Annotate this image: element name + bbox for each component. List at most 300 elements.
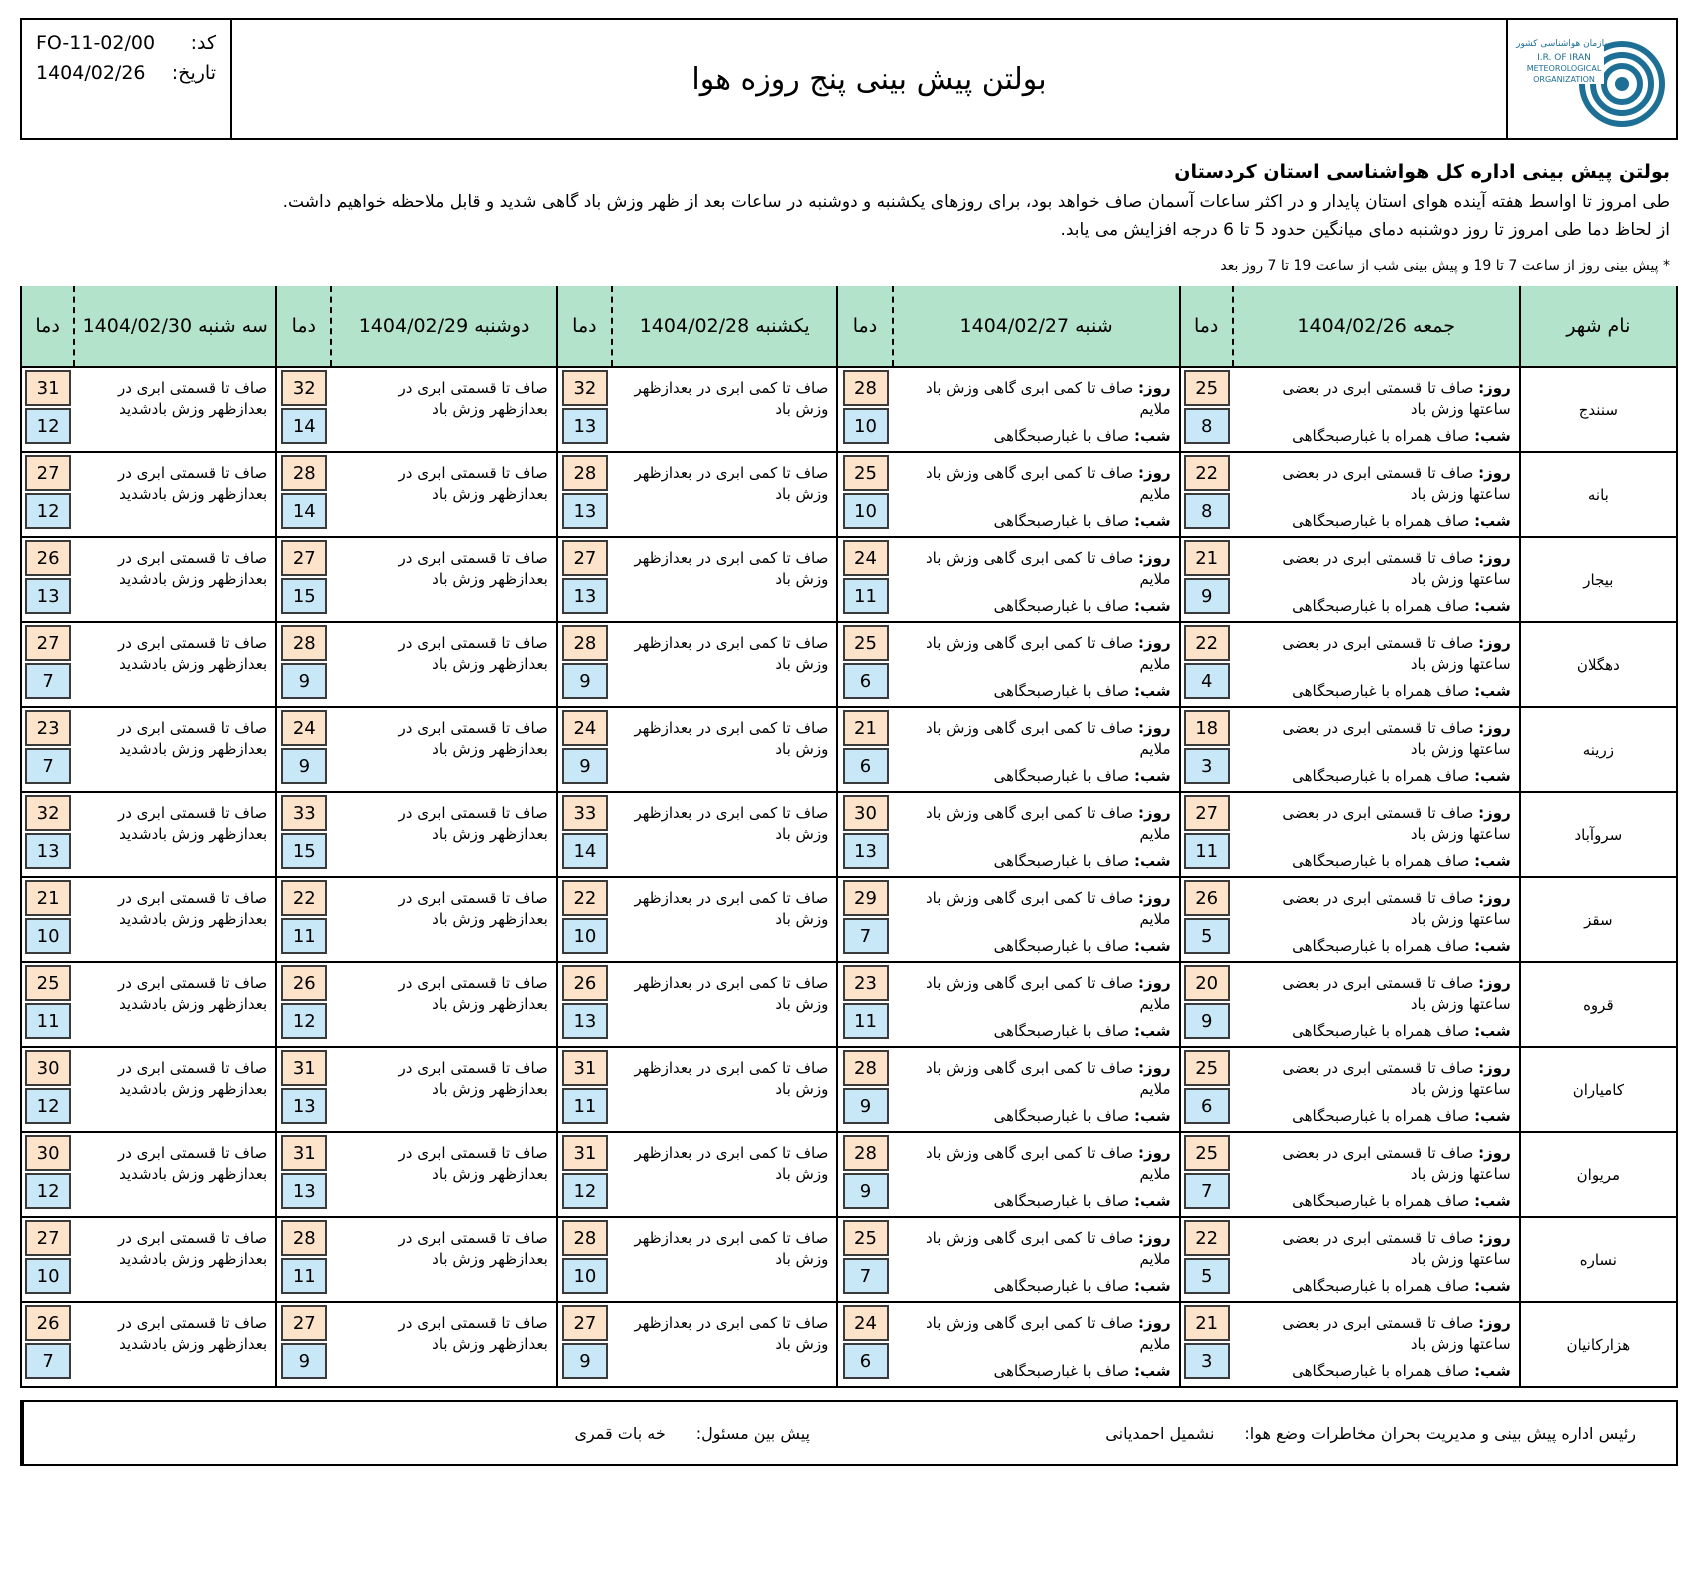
night-label: شب: [1474, 597, 1511, 615]
min-temp: 12 [25, 493, 71, 529]
night-label: شب: [1133, 682, 1171, 700]
day-text: صاف تا قسمتی ابری در بعضی ساعتها وزش باد [1282, 889, 1511, 928]
temp-cell [557, 537, 612, 622]
table-row [21, 1302, 1677, 1387]
night-text: صاف همراه با غبارصبحگاهی [1292, 1192, 1470, 1210]
temp-cell [276, 1132, 331, 1217]
table-row [21, 1047, 1677, 1132]
min-temp: 13 [25, 578, 71, 614]
temp-cell [276, 792, 331, 877]
max-temp: 27 [281, 1305, 327, 1341]
temp-cell [1180, 622, 1233, 707]
forecast-text: صاف تا کمی ابری در بعدازظهر وزش باد [634, 634, 829, 673]
forecast-text: صاف تا کمی ابری در بعدازظهر وزش باد [634, 889, 829, 928]
night-label: شب: [1474, 767, 1511, 785]
forecast-text: صاف تا قسمتی ابری در بعدازظهر وزش باد [398, 379, 548, 418]
max-temp: 28 [562, 455, 608, 491]
min-temp: 9 [281, 1343, 327, 1379]
night-text: صاف با غبارصبحگاهی [993, 767, 1130, 785]
temp-cell [837, 877, 892, 962]
temp-cell [1180, 452, 1233, 537]
forecast-desc-day-3 [612, 707, 837, 792]
day-forecast [901, 463, 1171, 505]
forecast-text: صاف تا کمی ابری در بعدازظهر وزش باد [634, 974, 829, 1013]
bulletin-page [20, 18, 1678, 1466]
code-value: FO-11-02/00 [36, 32, 156, 54]
max-temp: 23 [25, 710, 71, 746]
max-temp: 28 [843, 370, 889, 406]
day-label: روز: [1478, 889, 1511, 907]
city-name: کامیاران [1520, 1047, 1677, 1132]
day-forecast [1241, 1313, 1511, 1355]
temp-cell [557, 877, 612, 962]
min-temp: 13 [843, 833, 889, 869]
min-temp: 6 [843, 663, 889, 699]
min-temp: 13 [281, 1173, 327, 1209]
temp-cell [837, 1217, 892, 1302]
forecast-desc-day-3 [612, 877, 837, 962]
day-forecast [901, 1058, 1171, 1100]
max-temp: 27 [562, 1305, 608, 1341]
bulletin-title: بولتن پیش بینی پنج روزه هوا [691, 61, 1047, 97]
max-temp: 21 [25, 880, 71, 916]
temp-cell [1180, 792, 1233, 877]
temp-cell [837, 367, 892, 452]
min-temp: 11 [281, 1258, 327, 1294]
forecast-text: صاف تا قسمتی ابری در بعدازظهر وزش بادشدید [117, 1229, 268, 1268]
forecast-desc-day-5 [74, 962, 276, 1047]
city-name: دهگلان [1520, 622, 1677, 707]
max-temp: 25 [843, 455, 889, 491]
day-label: روز: [1478, 1059, 1511, 1077]
table-row [21, 877, 1677, 962]
forecast-text: صاف تا کمی ابری در بعدازظهر وزش باد [634, 549, 829, 588]
night-text: صاف همراه با غبارصبحگاهی [1292, 1277, 1470, 1295]
max-temp: 30 [843, 795, 889, 831]
temp-cell [276, 877, 331, 962]
forecast-text: صاف تا قسمتی ابری در بعدازظهر وزش بادشدید [117, 974, 268, 1013]
night-forecast [1241, 766, 1511, 787]
day-forecast [1241, 463, 1511, 505]
day-text: صاف تا کمی ابری گاهی وزش باد ملایم [925, 804, 1171, 843]
max-temp: 28 [281, 1220, 327, 1256]
forecast-desc-day-1 [1233, 1217, 1520, 1302]
max-temp: 28 [281, 625, 327, 661]
head-label: رئیس اداره پیش بینی و مدیریت بحران مخاطرات وضع هوا: [1244, 1423, 1636, 1443]
temp-cell [557, 452, 612, 537]
day-label: روز: [1138, 804, 1171, 822]
temp-cell [557, 792, 612, 877]
max-temp: 32 [25, 795, 71, 831]
temp-cell [1180, 707, 1233, 792]
forecast-desc-day-2 [893, 877, 1180, 962]
temp-cell [557, 707, 612, 792]
temp-cell [557, 962, 612, 1047]
min-temp: 11 [843, 1003, 889, 1039]
day-text: صاف تا کمی ابری گاهی وزش باد ملایم [925, 1059, 1171, 1098]
temp-cell [557, 1132, 612, 1217]
table-row [21, 452, 1677, 537]
forecast-desc-day-4 [331, 1132, 556, 1217]
forecast-desc-day-3 [612, 1132, 837, 1217]
day-text: صاف تا کمی ابری گاهی وزش باد ملایم [925, 889, 1171, 928]
max-temp: 24 [281, 710, 327, 746]
day-text: صاف تا قسمتی ابری در بعضی ساعتها وزش باد [1282, 379, 1511, 418]
night-forecast [901, 1106, 1171, 1127]
night-text: صاف همراه با غبارصبحگاهی [1292, 597, 1470, 615]
night-forecast [901, 936, 1171, 957]
night-text: صاف همراه با غبارصبحگاهی [1292, 1022, 1470, 1040]
forecast-text: صاف تا کمی ابری در بعدازظهر وزش باد [634, 1314, 829, 1353]
night-label: شب: [1133, 597, 1171, 615]
night-text: صاف با غبارصبحگاهی [993, 1192, 1130, 1210]
city-name: سقز [1520, 877, 1677, 962]
temp-cell [276, 1217, 331, 1302]
day-text: صاف تا قسمتی ابری در بعضی ساعتها وزش باد [1282, 719, 1511, 758]
min-temp: 5 [1184, 918, 1230, 954]
temp-cell [21, 962, 74, 1047]
max-temp: 22 [562, 880, 608, 916]
day-forecast [1241, 1143, 1511, 1185]
imo-logo-icon [1508, 20, 1668, 138]
forecast-text: صاف تا قسمتی ابری در بعدازظهر وزش باد [398, 1229, 548, 1268]
day-forecast [1241, 973, 1511, 1015]
city-name: مریوان [1520, 1132, 1677, 1217]
table-header-row [21, 286, 1677, 367]
day-text: صاف تا قسمتی ابری در بعضی ساعتها وزش باد [1282, 1144, 1511, 1183]
forecast-text: صاف تا کمی ابری در بعدازظهر وزش باد [634, 379, 829, 418]
night-text: صاف همراه با غبارصبحگاهی [1292, 852, 1470, 870]
day-text: صاف تا کمی ابری گاهی وزش باد ملایم [925, 1229, 1171, 1268]
night-label: شب: [1133, 767, 1171, 785]
day-text: صاف تا کمی ابری گاهی وزش باد ملایم [925, 974, 1171, 1013]
min-temp: 12 [25, 1088, 71, 1124]
temp-cell [276, 452, 331, 537]
max-temp: 23 [843, 965, 889, 1001]
temp-cell [21, 537, 74, 622]
max-temp: 31 [562, 1135, 608, 1171]
min-temp: 11 [843, 578, 889, 614]
day-forecast [901, 548, 1171, 590]
forecast-desc-day-4 [331, 792, 556, 877]
forecast-desc-day-4 [331, 1217, 556, 1302]
min-temp: 9 [1184, 578, 1230, 614]
forecast-desc-day-5 [74, 452, 276, 537]
forecaster-name: خه بات قمری [574, 1423, 666, 1443]
city-name: بانه [1520, 452, 1677, 537]
forecast-text: صاف تا قسمتی ابری در بعدازظهر وزش باد [398, 804, 548, 843]
forecast-text: صاف تا قسمتی ابری در بعدازظهر وزش بادشدید [117, 464, 268, 503]
code-date-box [22, 20, 232, 138]
forecast-desc-day-1 [1233, 792, 1520, 877]
day-forecast [901, 1228, 1171, 1270]
forecast-text: صاف تا قسمتی ابری در بعدازظهر وزش بادشدید [117, 804, 268, 843]
day-header-4: دوشنبه 1404/02/29 [331, 286, 556, 367]
temp-cell [21, 877, 74, 962]
forecast-text: صاف تا کمی ابری در بعدازظهر وزش باد [634, 719, 829, 758]
forecast-text: صاف تا قسمتی ابری در بعدازظهر وزش باد [398, 1059, 548, 1098]
day-text: صاف تا کمی ابری گاهی وزش باد ملایم [925, 379, 1171, 418]
max-temp: 24 [843, 540, 889, 576]
day-forecast [901, 888, 1171, 930]
max-temp: 22 [281, 880, 327, 916]
temp-cell [276, 537, 331, 622]
min-temp: 7 [25, 663, 71, 699]
night-label: شب: [1133, 1277, 1171, 1295]
max-temp: 28 [281, 455, 327, 491]
forecast-desc-day-3 [612, 622, 837, 707]
night-label: شب: [1133, 852, 1171, 870]
min-temp: 6 [843, 748, 889, 784]
forecast-desc-day-2 [893, 452, 1180, 537]
day-label: روز: [1138, 379, 1171, 397]
min-temp: 12 [562, 1173, 608, 1209]
day-label: روز: [1478, 1144, 1511, 1162]
city-name: هزارکانیان [1520, 1302, 1677, 1387]
forecast-desc-day-1 [1233, 452, 1520, 537]
forecast-desc-day-3 [612, 792, 837, 877]
max-temp: 28 [843, 1135, 889, 1171]
forecast-desc-day-2 [893, 1217, 1180, 1302]
max-temp: 27 [1184, 795, 1230, 831]
forecast-text: صاف تا قسمتی ابری در بعدازظهر وزش باد [398, 719, 548, 758]
min-temp: 13 [562, 578, 608, 614]
max-temp: 28 [562, 625, 608, 661]
logo-text-en3: ORGANIZATION [1533, 75, 1595, 84]
night-text: صاف با غبارصبحگاهی [993, 937, 1130, 955]
temp-header: دما [557, 286, 612, 367]
min-temp: 13 [562, 408, 608, 444]
night-text: صاف با غبارصبحگاهی [993, 682, 1130, 700]
max-temp: 27 [25, 625, 71, 661]
night-label: شب: [1133, 512, 1171, 530]
max-temp: 25 [1184, 1135, 1230, 1171]
forecast-text: صاف تا کمی ابری در بعدازظهر وزش باد [634, 1144, 829, 1183]
min-temp: 10 [562, 918, 608, 954]
forecast-desc-day-3 [612, 537, 837, 622]
night-label: شب: [1474, 1022, 1511, 1040]
bulletin-header [20, 18, 1678, 140]
forecast-desc-day-4 [331, 537, 556, 622]
forecast-desc-day-4 [331, 622, 556, 707]
min-temp: 14 [562, 833, 608, 869]
night-text: صاف با غبارصبحگاهی [993, 512, 1130, 530]
night-label: شب: [1474, 937, 1511, 955]
min-temp: 14 [281, 408, 327, 444]
night-text: صاف با غبارصبحگاهی [993, 852, 1130, 870]
intro-paragraph-2: از لحاظ دما طی امروز تا روز دوشنبه دمای میانگین حدود 5 تا 6 درجه افزایش می یابد. [1060, 220, 1670, 240]
min-temp: 9 [281, 663, 327, 699]
forecast-desc-day-2 [893, 537, 1180, 622]
min-temp: 9 [562, 663, 608, 699]
max-temp: 24 [843, 1305, 889, 1341]
city-name: زرینه [1520, 707, 1677, 792]
temp-cell [21, 622, 74, 707]
forecast-desc-day-2 [893, 1132, 1180, 1217]
temp-cell [557, 1302, 612, 1387]
temp-cell [276, 622, 331, 707]
day-label: روز: [1138, 719, 1171, 737]
code-label: کد: [190, 32, 216, 54]
forecast-text: صاف تا قسمتی ابری در بعدازظهر وزش باد [398, 464, 548, 503]
temp-cell [837, 452, 892, 537]
min-temp: 15 [281, 833, 327, 869]
max-temp: 29 [843, 880, 889, 916]
night-forecast [901, 681, 1171, 702]
night-forecast [1241, 936, 1511, 957]
temp-header: دما [1180, 286, 1233, 367]
day-forecast [1241, 888, 1511, 930]
temp-header: دما [21, 286, 74, 367]
night-text: صاف همراه با غبارصبحگاهی [1292, 1107, 1470, 1125]
min-temp: 7 [1184, 1173, 1230, 1209]
day-text: صاف تا قسمتی ابری در بعضی ساعتها وزش باد [1282, 464, 1511, 503]
max-temp: 28 [843, 1050, 889, 1086]
day-forecast [901, 803, 1171, 845]
night-forecast [1241, 851, 1511, 872]
forecast-desc-day-1 [1233, 962, 1520, 1047]
day-header-1: جمعه 1404/02/26 [1233, 286, 1520, 367]
min-temp: 6 [843, 1343, 889, 1379]
forecast-desc-day-3 [612, 367, 837, 452]
imo-logo [1506, 20, 1676, 138]
night-text: صاف همراه با غبارصبحگاهی [1292, 1362, 1470, 1380]
night-text: صاف با غبارصبحگاهی [993, 1362, 1130, 1380]
forecast-text: صاف تا کمی ابری در بعدازظهر وزش باد [634, 1059, 829, 1098]
temp-cell [837, 537, 892, 622]
min-temp: 9 [843, 1088, 889, 1124]
max-temp: 27 [25, 1220, 71, 1256]
forecaster-label: پیش بین مسئول: [695, 1423, 810, 1443]
forecast-text: صاف تا قسمتی ابری در بعدازظهر وزش بادشدید [117, 1314, 268, 1353]
day-label: روز: [1478, 464, 1511, 482]
forecast-desc-day-1 [1233, 877, 1520, 962]
max-temp: 20 [1184, 965, 1230, 1001]
forecast-desc-day-1 [1233, 1047, 1520, 1132]
forecast-text: صاف تا قسمتی ابری در بعدازظهر وزش باد [398, 974, 548, 1013]
night-text: صاف همراه با غبارصبحگاهی [1292, 682, 1470, 700]
max-temp: 32 [281, 370, 327, 406]
night-forecast [901, 1361, 1171, 1382]
day-label: روز: [1138, 889, 1171, 907]
max-temp: 25 [1184, 1050, 1230, 1086]
forecast-desc-day-5 [74, 537, 276, 622]
min-temp: 13 [281, 1088, 327, 1124]
max-temp: 25 [25, 965, 71, 1001]
night-text: صاف با غبارصبحگاهی [993, 1022, 1130, 1040]
min-temp: 12 [25, 408, 71, 444]
day-forecast [901, 1313, 1171, 1355]
day-label: روز: [1138, 549, 1171, 567]
forecast-desc-day-3 [612, 1047, 837, 1132]
forecast-desc-day-5 [74, 367, 276, 452]
forecast-text: صاف تا کمی ابری در بعدازظهر وزش باد [634, 464, 829, 503]
forecast-desc-day-4 [331, 707, 556, 792]
temp-cell [557, 622, 612, 707]
day-forecast [1241, 1058, 1511, 1100]
forecast-desc-day-4 [331, 452, 556, 537]
forecast-text: صاف تا قسمتی ابری در بعدازظهر وزش بادشدید [117, 379, 268, 418]
max-temp: 31 [281, 1135, 327, 1171]
max-temp: 27 [25, 455, 71, 491]
night-label: شب: [1133, 1192, 1171, 1210]
temp-cell [837, 707, 892, 792]
table-row [21, 622, 1677, 707]
night-forecast [1241, 511, 1511, 532]
max-temp: 21 [1184, 540, 1230, 576]
night-label: شب: [1474, 852, 1511, 870]
max-temp: 30 [25, 1135, 71, 1171]
forecast-text: صاف تا قسمتی ابری در بعدازظهر وزش بادشدید [117, 719, 268, 758]
min-temp: 8 [1184, 408, 1230, 444]
table-row [21, 1217, 1677, 1302]
night-text: صاف با غبارصبحگاهی [993, 597, 1130, 615]
max-temp: 26 [281, 965, 327, 1001]
min-temp: 12 [281, 1003, 327, 1039]
day-label: روز: [1138, 1314, 1171, 1332]
day-label: روز: [1478, 974, 1511, 992]
temp-cell [1180, 1047, 1233, 1132]
night-label: شب: [1474, 1362, 1511, 1380]
min-temp: 10 [25, 1258, 71, 1294]
max-temp: 24 [562, 710, 608, 746]
max-temp: 25 [843, 1220, 889, 1256]
night-forecast [1241, 596, 1511, 617]
max-temp: 26 [25, 1305, 71, 1341]
table-row [21, 707, 1677, 792]
min-temp: 9 [843, 1173, 889, 1209]
forecast-text: صاف تا قسمتی ابری در بعدازظهر وزش بادشدید [117, 1144, 268, 1183]
forecast-desc-day-1 [1233, 1302, 1520, 1387]
max-temp: 28 [562, 1220, 608, 1256]
day-header-3: یکشنبه 1404/02/28 [612, 286, 837, 367]
night-label: شب: [1474, 1192, 1511, 1210]
day-label: روز: [1478, 1229, 1511, 1247]
min-temp: 15 [281, 578, 327, 614]
forecaster-cell [22, 1402, 850, 1464]
forecast-text: صاف تا قسمتی ابری در بعدازظهر وزش بادشدید [117, 889, 268, 928]
forecast-desc-day-1 [1233, 367, 1520, 452]
min-temp: 13 [562, 1003, 608, 1039]
day-header-5: سه شنبه 1404/02/30 [74, 286, 276, 367]
intro-section [20, 158, 1678, 244]
day-text: صاف تا قسمتی ابری در بعضی ساعتها وزش باد [1282, 634, 1511, 673]
min-temp: 14 [281, 493, 327, 529]
forecast-desc-day-2 [893, 962, 1180, 1047]
forecast-desc-day-5 [74, 1302, 276, 1387]
day-forecast [1241, 378, 1511, 420]
max-temp: 25 [843, 625, 889, 661]
max-temp: 21 [843, 710, 889, 746]
max-temp: 31 [281, 1050, 327, 1086]
min-temp: 3 [1184, 1343, 1230, 1379]
day-label: روز: [1138, 464, 1171, 482]
day-label: روز: [1478, 549, 1511, 567]
day-label: روز: [1138, 1059, 1171, 1077]
forecast-desc-day-3 [612, 1302, 837, 1387]
min-temp: 3 [1184, 748, 1230, 784]
forecast-desc-day-5 [74, 792, 276, 877]
min-temp: 11 [25, 1003, 71, 1039]
max-temp: 27 [281, 540, 327, 576]
head-cell [850, 1402, 1676, 1464]
temp-cell [21, 707, 74, 792]
min-temp: 7 [25, 748, 71, 784]
city-name: بیجار [1520, 537, 1677, 622]
day-forecast [901, 718, 1171, 760]
forecast-text: صاف تا قسمتی ابری در بعدازظهر وزش باد [398, 549, 548, 588]
temp-cell [1180, 877, 1233, 962]
